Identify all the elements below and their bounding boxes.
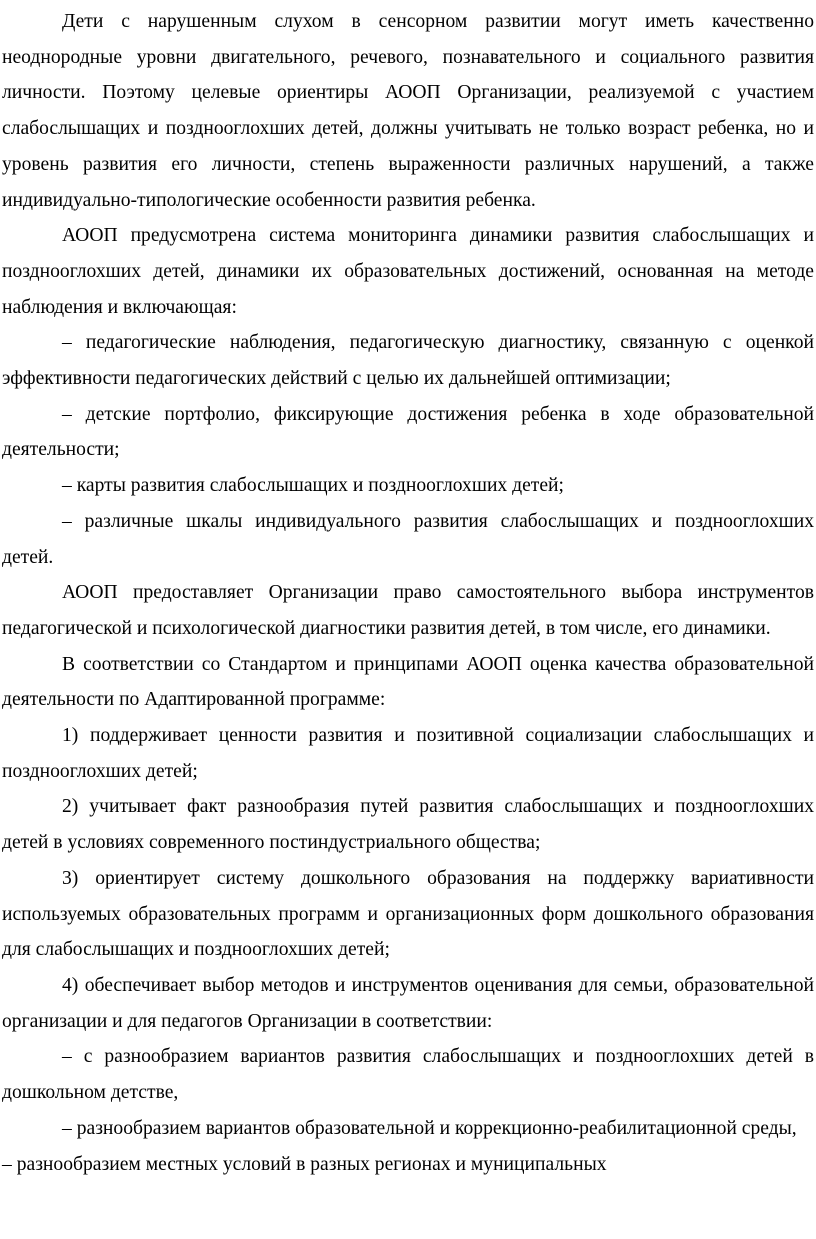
sub-item-environment-variants: – разнообразием вариантов образовательной и коррекционно-реабилитационной среды, xyxy=(62,1117,797,1139)
list-item-development-scales: – различные шкалы индивидуального развития слабослышащих и позднооглохших детей. xyxy=(2,510,814,568)
paragraph-diagnostics-choice: АООП предоставляет Организации право самостоятельного выбора инструментов педагогической и психологической диагностики развития детей, в том числе, его динамики. xyxy=(2,582,814,639)
numbered-item-1: 1) поддерживает ценности развития и позитивной социализации слабослышащих и позднооглохших детей; xyxy=(2,725,814,782)
sub-item-local-conditions: – разнообразием местных условий в разных регионах и муниципальных xyxy=(2,1153,607,1175)
paragraph-1: Дети с нарушенным слухом в сенсорном развитии могут иметь качественно неоднородные уровни двигательного, речевого, познавательного и социального развития личности. Поэтому целевые ориентиры АООП Организации, реализуемой с участием слабослышащих и позднооглохших детей, должны учитывать не только возраст ребенка, но и уровень развития его личности, степень выраженности различных нарушений, а также индивидуально-типологические особенности развития ребенка. xyxy=(2,11,814,211)
numbered-item-2: 2) учитывает факт разнообразия путей развития слабослышащих и позднооглохших детей в условиях современного постиндустриального общества; xyxy=(2,796,814,854)
numbered-item-3: 3) ориентирует систему дошкольного образования на поддержку вариативности используемых образовательных программ и организационных форм дошкольного образования для слабослышащих и позднооглохших детей; xyxy=(2,867,814,961)
sub-item-development-variants: – с разнообразием вариантов развития слабослышащих и позднооглохших детей в дошкольном детстве, xyxy=(2,1046,814,1104)
list-item-portfolios: – детские портфолио, фиксирующие достижения ребенка в ходе образовательной деятельности; xyxy=(2,403,814,461)
document-page xyxy=(2,4,814,1182)
paragraph-quality-assessment: В соответствии со Стандартом и принципами АООП оценка качества образовательной деятельности по Адаптированной программе: xyxy=(2,653,814,711)
numbered-item-4: 4) обеспечивает выбор методов и инструментов оценивания для семьи, образовательной организации и для педагогов Организации в соответствии: xyxy=(2,974,814,1032)
list-item-pedagogical-observations: – педагогические наблюдения, педагогическую диагностику, связанную с оценкой эффективности педагогических действий с целью их дальнейшей оптимизации; xyxy=(2,332,814,390)
list-item-development-cards: – карты развития слабослышащих и позднооглохших детей; xyxy=(62,475,564,497)
paragraph-2: АООП предусмотрена система мониторинга динамики развития слабослышащих и позднооглохших детей, динамики их образовательных достижений, основанная на методе наблюдения и включающая: xyxy=(2,225,814,318)
